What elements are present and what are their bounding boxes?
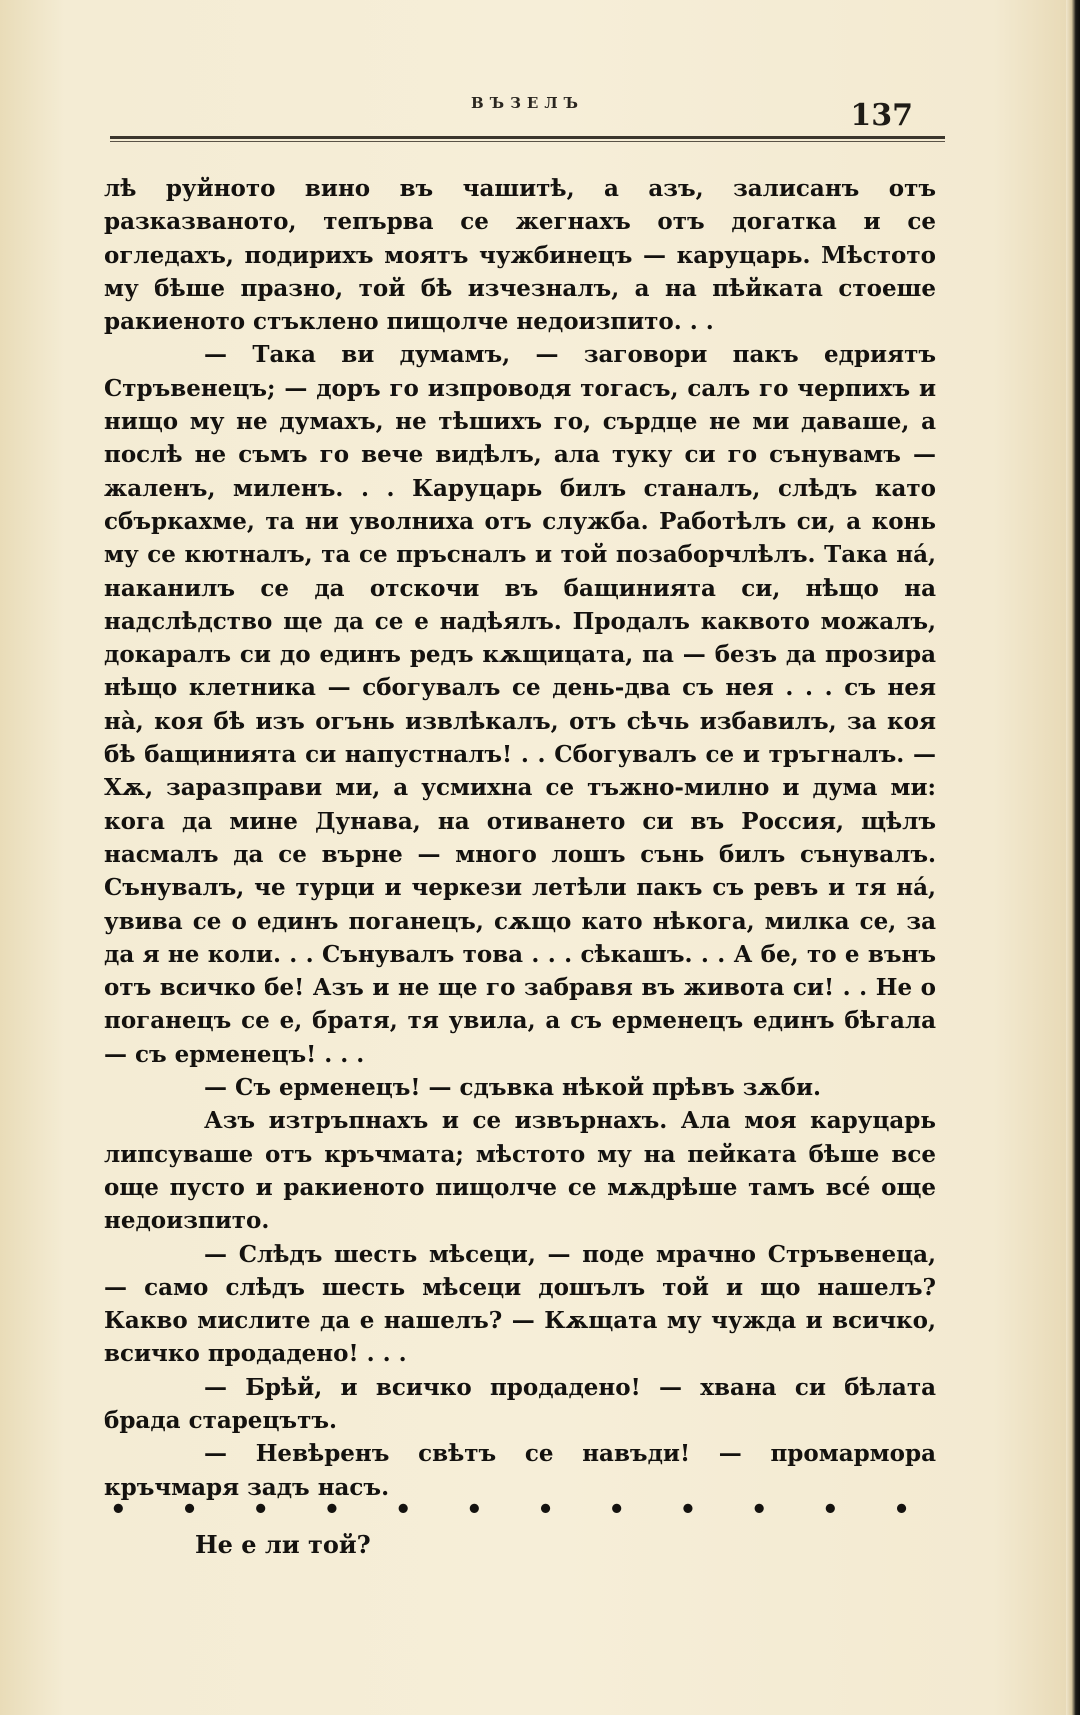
header-rule-thick — [110, 136, 945, 139]
page-header — [110, 90, 945, 140]
header-rule-thin — [110, 141, 945, 142]
page-edge-shadow — [1066, 0, 1080, 1715]
dot: • — [822, 1495, 839, 1525]
dot: • — [181, 1495, 198, 1525]
paragraph: — Съ ерменецъ! — сдъвка нѣкой прѣвъ зѫби. — [204, 1074, 822, 1102]
dot: • — [679, 1495, 697, 1525]
paragraph: — Брѣй, и всичко продадено! — хвана си бѣлата брада старецътъ. — [104, 1373, 936, 1434]
paragraph: — Така ви думамъ, — заговори пакъ едриятъ Стръвенецъ; — доръ го изпроводя тогасъ, салъ го черпихъ и нищо му не думахъ, не тѣшихъ го, сърдце не ми даваше, а послѣ не съмъ го вече видѣлъ, ала туку си го сънувамъ — жаленъ, миленъ. . . Каруцарь билъ станалъ, слѣдъ като сбъркахме, та ни уволниха отъ служба. Работѣлъ си, а конь му се кютналъ, та се пръсналъ и той позаборчлѣлъ. Така на́, наканилъ се да отскочи въ бащинията си, нѣщо на надслѣдство ще да се е надѣялъ. Продалъ каквото можалъ, докаралъ си до единъ редъ кѫщицата, па — безъ да прозира нѣщо клетника — сбогувалъ се день-два съ нея . . . съ нея на̀, коя бѣ изъ огънь извлѣкалъ, отъ сѣчь избавилъ, за коя бѣ бащинията си напустналъ! . . Сбогувалъ се и тръгналъ. — Хѫ, заразправи ми, а усмихна се тъжно-милно и дума ми: кога да мине Дунава, на отиването си въ Россия, щѣлъ насмалъ да се върне — много лошъ сънь билъ сънувалъ. Сънувалъ, че турци и черкези летѣли пакъ съ ревъ и тя на́, увива се о единъ поганецъ, сѫщо като нѣкога, милка се, за да я не коли. . . Сънувалъ това . . . сѣкашъ. . . А бе, то е вънъ отъ всичко бе! Азъ и не ще го забравя въ живота си! . . Не о поганецъ се е, братя, тя увила, а съ ерменецъ единъ бѣгала — съ ерменецъ! . . . — [104, 341, 936, 1068]
paragraph: — Невѣренъ свѣтъ се навъди! — промармора кръчмаря задъ насъ. — [104, 1440, 936, 1501]
running-head: ВЪЗЕЛЪ — [471, 94, 584, 112]
dot: • — [323, 1495, 341, 1525]
closing-line: Не е ли той? — [195, 1530, 371, 1559]
body-text — [104, 172, 936, 1504]
dot: • — [750, 1495, 768, 1525]
dot: • — [110, 1495, 127, 1525]
paragraph: — Слѣдъ шесть мѣсеци, — поде мрачно Стръвенеца, — само слѣдъ шесть мѣсеци дошълъ той и що нашелъ? Какво мислите да е нашелъ? — Кѫщата му чужда и всичко, всичко продадено! . . . — [104, 1240, 936, 1368]
dot: • — [466, 1495, 483, 1525]
dot: • — [608, 1495, 626, 1525]
dot: • — [893, 1495, 910, 1525]
dot: • — [394, 1495, 412, 1525]
paragraph: лѣ руйното вино въ чашитѣ, а азъ, залисанъ отъ разказваното, тепърва се жегнахъ отъ догатка и се огледахъ, подирихъ моятъ чужбинецъ — каруцарь. Мѣстото му бѣше празно, той бѣ изчезналъ, а на пѣйката стоеше ракиеното стъклено пищолче недоизпито. . . — [104, 175, 936, 336]
dot: • — [537, 1495, 554, 1525]
paragraph: Азъ изтръпнахъ и се извърнахъ. Ала моя каруцарь липсуваше отъ кръчмата; мѣстото му на пейката бѣше все още пусто и ракиеното пищолче се мѫдрѣше тамъ все́ още недоизпито. — [104, 1107, 936, 1235]
page-number: 137 — [850, 98, 913, 133]
section-break-dots — [110, 1495, 910, 1525]
dot: • — [252, 1495, 270, 1525]
